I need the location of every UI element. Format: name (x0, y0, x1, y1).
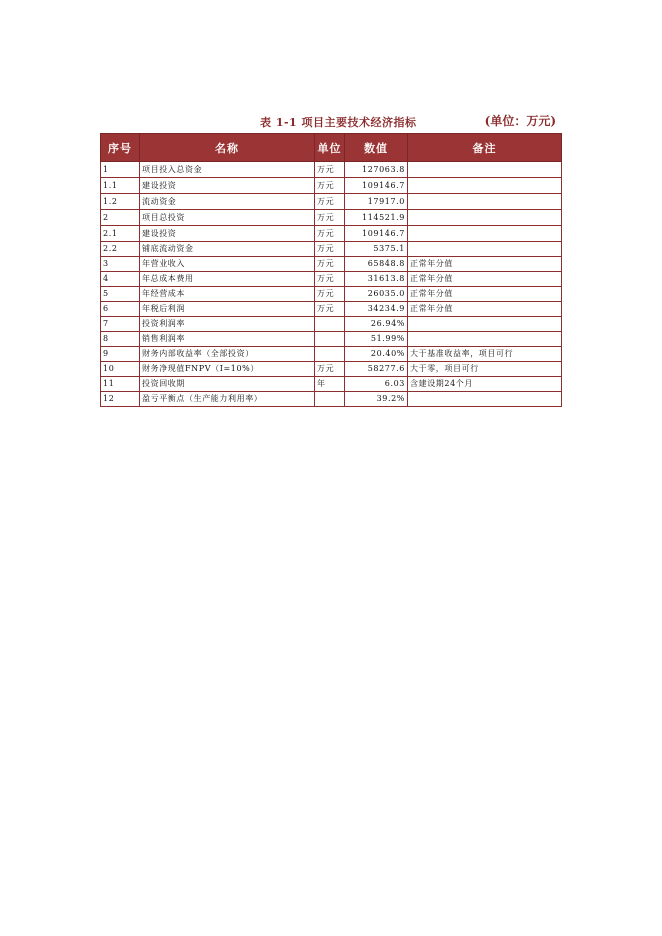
header-unit: 单位 (315, 134, 345, 162)
cell-no: 9 (101, 347, 140, 362)
cell-name: 销售利润率 (140, 332, 315, 347)
cell-value: 26035.0 (345, 287, 408, 302)
cell-note (408, 226, 562, 242)
table-row (101, 226, 562, 242)
cell-unit: 万元 (315, 302, 345, 317)
cell-name: 年总成本费用 (140, 272, 315, 287)
cell-unit (315, 392, 345, 407)
cell-no: 1.2 (101, 194, 140, 210)
cell-no: 3 (101, 257, 140, 272)
cell-note (408, 162, 562, 178)
cell-note: 大于基准收益率，项目可行 (408, 347, 562, 362)
table-row (101, 287, 562, 302)
cell-no: 2.2 (101, 242, 140, 257)
cell-name: 财务内部收益率（全部投资） (140, 347, 315, 362)
cell-name: 铺底流动资金 (140, 242, 315, 257)
cell-value: 5375.1 (345, 242, 408, 257)
table-body (101, 162, 562, 407)
header-value: 数值 (345, 134, 408, 162)
table-row (101, 162, 562, 178)
cell-no: 1.1 (101, 178, 140, 194)
table-row (101, 302, 562, 317)
cell-value: 114521.9 (345, 210, 408, 226)
cell-value: 17917.0 (345, 194, 408, 210)
cell-value: 109146.7 (345, 226, 408, 242)
cell-note (408, 194, 562, 210)
cell-note (408, 317, 562, 332)
table-row (101, 347, 562, 362)
cell-unit (315, 332, 345, 347)
table-row (101, 377, 562, 392)
table-row (101, 210, 562, 226)
cell-unit: 万元 (315, 194, 345, 210)
cell-value: 39.2% (345, 392, 408, 407)
cell-value: 31613.8 (345, 272, 408, 287)
cell-name: 投资回收期 (140, 377, 315, 392)
cell-no: 4 (101, 272, 140, 287)
unit-note: (单位：万元) (484, 114, 556, 128)
cell-no: 5 (101, 287, 140, 302)
cell-name: 项目总投资 (140, 210, 315, 226)
cell-name: 年经营成本 (140, 287, 315, 302)
cell-name: 建设投资 (140, 178, 315, 194)
table-title-row (100, 112, 560, 130)
table-row (101, 242, 562, 257)
table-row (101, 317, 562, 332)
cell-name: 项目投入总资金 (140, 162, 315, 178)
cell-value: 109146.7 (345, 178, 408, 194)
cell-value: 127063.8 (345, 162, 408, 178)
cell-note: 正常年分值 (408, 272, 562, 287)
cell-value: 6.03 (345, 377, 408, 392)
cell-name: 年税后利润 (140, 302, 315, 317)
cell-no: 1 (101, 162, 140, 178)
cell-note (408, 242, 562, 257)
cell-no: 2.1 (101, 226, 140, 242)
cell-unit: 万元 (315, 210, 345, 226)
cell-note (408, 392, 562, 407)
cell-name: 建设投资 (140, 226, 315, 242)
cell-unit: 万元 (315, 362, 345, 377)
table-row (101, 272, 562, 287)
table-row (101, 362, 562, 377)
cell-no: 12 (101, 392, 140, 407)
cell-unit: 万元 (315, 287, 345, 302)
cell-no: 8 (101, 332, 140, 347)
cell-note: 含建设期24个月 (408, 377, 562, 392)
cell-value: 58277.6 (345, 362, 408, 377)
cell-note: 正常年分值 (408, 287, 562, 302)
cell-value: 34234.9 (345, 302, 408, 317)
cell-note: 正常年分值 (408, 257, 562, 272)
cell-name: 流动资金 (140, 194, 315, 210)
cell-no: 6 (101, 302, 140, 317)
cell-note (408, 178, 562, 194)
cell-note (408, 332, 562, 347)
header-note: 备注 (408, 134, 562, 162)
cell-unit: 万元 (315, 162, 345, 178)
cell-value: 65848.8 (345, 257, 408, 272)
table-row (101, 392, 562, 407)
table-row (101, 178, 562, 194)
table-row (101, 257, 562, 272)
cell-name: 投资利润率 (140, 317, 315, 332)
cell-value: 20.40% (345, 347, 408, 362)
cell-no: 11 (101, 377, 140, 392)
cell-no: 10 (101, 362, 140, 377)
cell-note (408, 210, 562, 226)
cell-value: 51.99% (345, 332, 408, 347)
table-row (101, 332, 562, 347)
table-row (101, 194, 562, 210)
cell-name: 盈亏平衡点（生产能力利用率） (140, 392, 315, 407)
cell-unit: 万元 (315, 257, 345, 272)
cell-note: 大于零，项目可行 (408, 362, 562, 377)
cell-name: 财务净现值FNPV（I=10%） (140, 362, 315, 377)
header-name: 名称 (140, 134, 315, 162)
cell-unit: 万元 (315, 272, 345, 287)
table-title: 表 1-1 项目主要技术经济指标 (260, 116, 417, 129)
indicator-table (100, 133, 562, 407)
cell-unit: 万元 (315, 226, 345, 242)
cell-note: 正常年分值 (408, 302, 562, 317)
cell-unit: 万元 (315, 178, 345, 194)
cell-no: 7 (101, 317, 140, 332)
cell-unit (315, 347, 345, 362)
header-row (101, 134, 562, 162)
cell-unit: 年 (315, 377, 345, 392)
cell-no: 2 (101, 210, 140, 226)
cell-unit (315, 317, 345, 332)
header-no: 序号 (101, 134, 140, 162)
cell-name: 年营业收入 (140, 257, 315, 272)
cell-unit: 万元 (315, 242, 345, 257)
cell-value: 26.94% (345, 317, 408, 332)
